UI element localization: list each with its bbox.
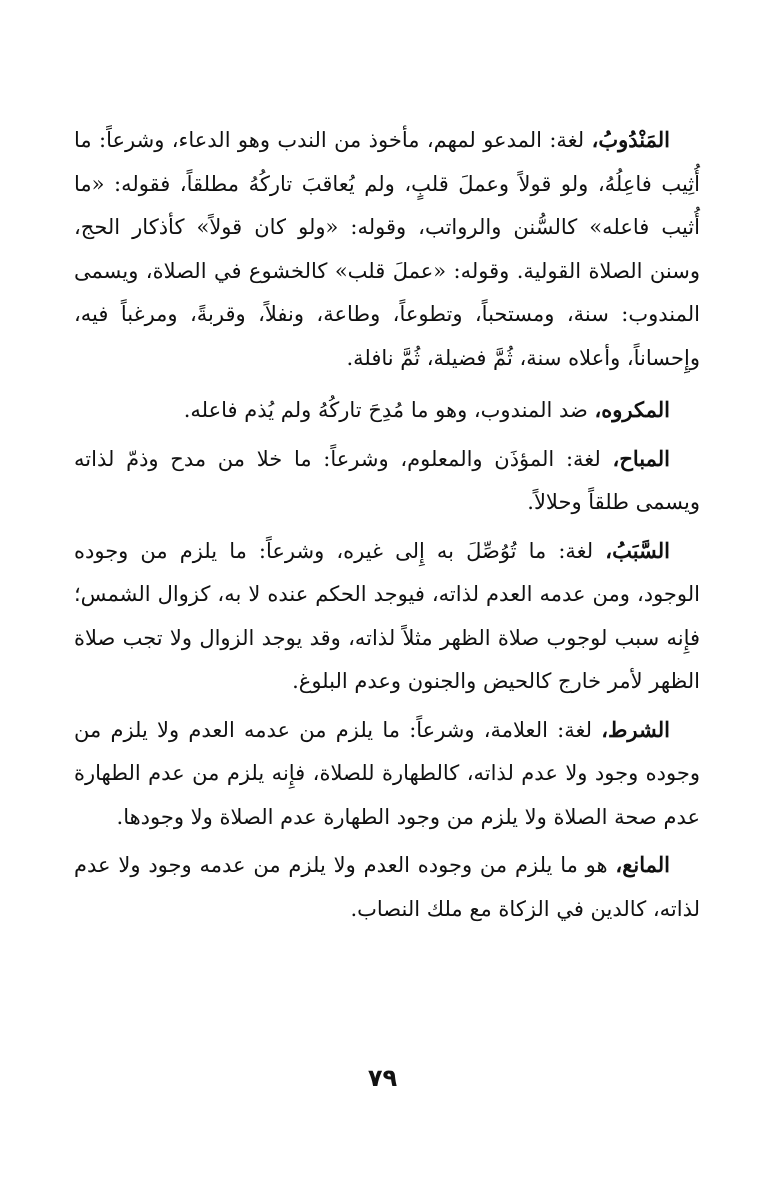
page-body	[74, 118, 700, 1178]
definition-shart: لغة: العلامة، وشرعاً: ما يلزم من عدمه العدم ولا يلزم من وجوده وجود ولا عدم لذاته، كالطهارة للصلاة، فإِنه يلزم من عدم الطهارة عدم صحة الصلاة ولا يلزم من وجود الطهارة عدم الصلاة ولا وجودها.	[74, 717, 700, 829]
paragraph-sabab	[74, 529, 700, 704]
definition-mubah: لغة: المؤذَن والمعلوم، وشرعاً: ما خلا من مدح وذمّ لذاته ويسمى طلقاً وحلالاً.	[74, 446, 700, 514]
paragraph-mubah	[74, 437, 700, 525]
paragraph-shart	[74, 708, 700, 840]
paragraph-mani	[74, 843, 700, 931]
page-number: ٧٩	[367, 1064, 398, 1092]
paragraph-makruh	[74, 388, 700, 433]
definition-sabab: لغة: ما تُوُصِّلَ به إِلى غيره، وشرعاً: ما يلزم من وجوده الوجود، ومن عدمه العدم لذاته، فيوجد الحكم عنده لا به، كزوال الشمس؛ فإِنه سبب لوجوب صلاة الظهر مثلاً لذاته، وقد يوجد الزوال ولا تجب صلاة الظهر لأمر خارج كالحيض والجنون وعدم البلوغ.	[74, 538, 700, 693]
definition-mani: هو ما يلزم من وجوده العدم ولا يلزم من عدمه وجود ولا عدم لذاته، كالدين في الزكاة مع ملك النصاب.	[74, 853, 700, 921]
term-makruh: المكروه،	[594, 397, 670, 422]
term-mubah: المباح،	[612, 445, 670, 471]
definition-makruh: ضد المندوب، وهو ما مُدِحَ تاركُهُ ولم يُذم فاعله.	[183, 398, 595, 422]
term-mandub: المَنْدُوبُ،	[591, 127, 670, 152]
definition-mandub: لغة: المدعو لمهم، مأخوذ من الندب وهو الدعاء، وشرعاً: ما أُثِيب فاعِلُهُ، ولو قولاً وعملَ قلبٍ، ولم يُعاقبَ تاركُهُ مطلقاً، فقوله: «ما أُثيب فاعله» كالسُّنن والرواتب، وقوله: «ولو كان قولاً» كأذكار الحج، وسنن الصلاة القولية. وقوله: «عملَ قلب» كالخشوع في الصلاة، ويسمى المندوب: سنة، ومستحباً، وتطوعاً، وطاعة، ونفلاً، وقربةً، ومرغباً فيه، وإِحساناً، وأعلاه سنة، ثُمَّ فضيلة، ثُمَّ نافلة.	[74, 128, 700, 370]
term-sabab: السَّبَبُ،	[605, 537, 670, 563]
term-mani: المانع،	[615, 852, 670, 877]
paragraph-mandub	[74, 118, 700, 380]
term-shart: الشرط،	[601, 716, 670, 742]
